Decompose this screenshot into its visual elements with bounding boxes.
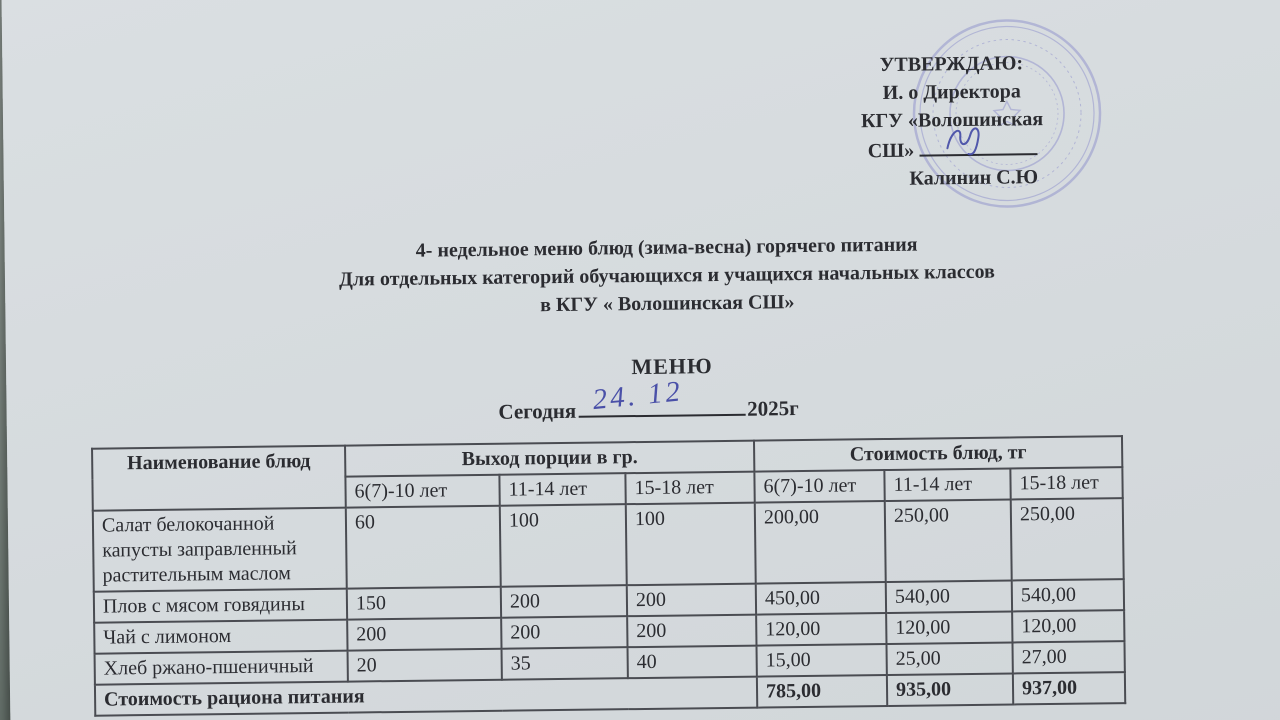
total-price: 785,00 (757, 675, 887, 708)
date-line (8, 375, 1280, 431)
title-line-1: 4- недельное меню блюд (зима-весна) горячего питания (415, 233, 918, 262)
title-line-3: в КГУ « Волошинская СШ» (540, 291, 795, 317)
signature-underline (919, 133, 1037, 156)
approval-signature-row (802, 132, 1102, 166)
portion-value: 100 (500, 504, 627, 587)
portion-value: 40 (628, 646, 757, 679)
portion-value: 200 (347, 618, 501, 651)
price-value: 450,00 (756, 582, 886, 615)
menu-heading: МЕНЮ (631, 353, 713, 380)
dish-name: Хлеб ржано-пшеничный (95, 651, 348, 685)
price-age-col-3: 15-18 лет (1010, 467, 1122, 499)
portion-value: 200 (627, 615, 756, 648)
menu-table (91, 435, 1126, 717)
approval-line-3: КГУ «Волошинская (860, 108, 1044, 133)
approval-line-1: УТВЕРЖДАЮ: (879, 52, 1024, 77)
price-value: 27,00 (1012, 641, 1124, 673)
portion-age-col-2: 11-14 лет (499, 473, 625, 506)
col-group-portion: Выход порции в гр. (345, 441, 754, 477)
approval-line-4-prefix: СШ» (867, 139, 915, 163)
portion-age-col-3: 15-18 лет (625, 472, 754, 505)
price-value: 540,00 (886, 580, 1012, 613)
dish-name: Чай с лимоном (94, 620, 347, 654)
total-label: Стоимость рациона питания (95, 677, 757, 716)
portion-value: 200 (501, 616, 627, 649)
date-label: Сегодня (498, 398, 577, 424)
table-row (93, 498, 1124, 592)
portion-value: 35 (502, 647, 628, 680)
handwritten-date: 24. 12 (590, 375, 684, 417)
price-value: 15,00 (756, 644, 886, 677)
dish-name: Плов с мясом говядины (94, 589, 347, 623)
total-price: 937,00 (1013, 672, 1125, 704)
price-age-col-2: 11-14 лет (884, 468, 1010, 501)
signature-scribble-icon (941, 120, 1005, 157)
menu-table-wrap (91, 435, 1126, 717)
date-year: 2025г (747, 396, 799, 421)
price-value: 120,00 (756, 613, 886, 646)
dish-name: Салат белокочанной капусты заправленный растительным маслом (93, 508, 347, 592)
portion-age-col-1: 6(7)-10 лет (345, 475, 499, 508)
portion-value: 150 (347, 587, 501, 620)
portion-value: 100 (626, 503, 756, 586)
price-age-col-1: 6(7)-10 лет (754, 470, 884, 503)
portion-value: 20 (348, 649, 502, 682)
price-value: 120,00 (886, 611, 1012, 644)
price-value: 540,00 (1012, 579, 1124, 611)
total-price: 935,00 (887, 673, 1013, 706)
portion-value: 200 (627, 584, 756, 617)
approval-director-name: Калинин С.Ю (909, 166, 1039, 190)
price-value: 200,00 (755, 501, 886, 584)
price-value: 250,00 (1011, 498, 1124, 580)
price-value: 25,00 (886, 642, 1012, 675)
price-value: 120,00 (1012, 610, 1124, 642)
approval-line-2: И. о Директора (882, 80, 1021, 105)
document-title (27, 226, 1280, 326)
portion-value: 60 (346, 506, 501, 589)
price-value: 250,00 (885, 499, 1012, 582)
approval-block (801, 48, 1103, 194)
col-header-dish-name: Наименование блюд (92, 446, 346, 511)
col-group-price: Стоимость блюд, тг (754, 436, 1122, 471)
title-line-2: Для отдельных категорий обучающихся и учащихся начальных классов (338, 260, 995, 291)
date-underline (578, 375, 745, 418)
portion-value: 200 (501, 585, 627, 618)
